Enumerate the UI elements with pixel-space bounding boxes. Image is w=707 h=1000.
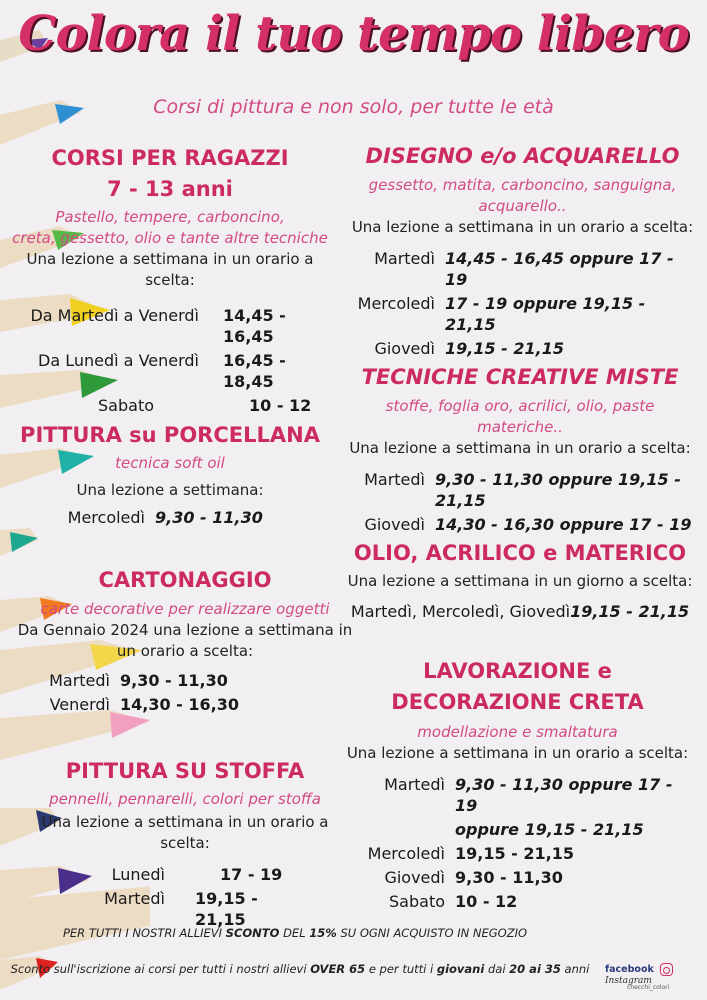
- schedule-time: 17 - 19: [220, 865, 283, 884]
- section-note: Una lezione a settimana in un giorno a scelta:: [347, 572, 693, 590]
- schedule-day: Mercoledì: [357, 294, 435, 313]
- section-creta: [345, 656, 690, 912]
- schedule-time: 17 - 19 oppure 19,15 - 21,15: [445, 294, 646, 334]
- section-heading: CORSI PER RAGAZZI: [51, 146, 289, 170]
- schedule-day: Martedì: [374, 249, 435, 268]
- section-heading: DISEGNO e/o ACQUARELLO: [365, 144, 680, 168]
- section-note: Una lezione a settimana in un orario a scelta:: [351, 218, 694, 236]
- section-cartonaggio: [15, 565, 355, 715]
- social-handle: checchi_colori: [627, 984, 670, 991]
- section-heading: TECNICHE CREATIVE MISTE: [361, 365, 679, 389]
- schedule-day: Mercoledì: [367, 844, 445, 863]
- pencil-teal2-icon: [0, 528, 38, 556]
- section-description: Pastello, tempere, carboncino,: [55, 208, 285, 226]
- section-ragazzi: [0, 143, 340, 416]
- section-description: stoffe, foglia oro, acrilici, olio, paste materiche..: [385, 397, 655, 436]
- pencil-pink-icon: [0, 710, 150, 760]
- schedule-day: Giovedì: [384, 868, 445, 887]
- schedule-time: 19,15 - 21,15: [195, 889, 258, 929]
- section-description: creta, gessetto, olio e tante altre tecniche: [12, 229, 328, 247]
- schedule-day: Da Lunedì a Venerdì: [38, 351, 199, 370]
- schedule-time: 10 - 12: [249, 396, 312, 415]
- schedule-time: 14,45 - 16,45 oppure 17 - 19: [445, 249, 674, 289]
- section-porcellana: [15, 420, 325, 528]
- schedule-day: Sabato: [389, 892, 445, 911]
- section-heading: PITTURA su PORCELLANA: [20, 423, 320, 447]
- page-title: Colora il tuo tempo libero: [18, 6, 689, 62]
- section-note: Una lezione a settimana:: [76, 481, 264, 499]
- schedule-time: 14,45 - 16,45: [223, 306, 286, 346]
- schedule-time: 10 - 12: [455, 892, 518, 911]
- schedule-time: 14,30 - 16,30: [120, 695, 239, 714]
- schedule-time: 19,15 - 21,15: [445, 339, 564, 358]
- schedule-time: 9,30 - 11,30: [455, 868, 563, 887]
- facebook-link[interactable]: facebook: [605, 964, 654, 975]
- section-note: Una lezione a settimana in un orario a scelta:: [346, 744, 689, 762]
- section-stoffa: [15, 756, 355, 930]
- section-heading: PITTURA SU STOFFA: [65, 759, 305, 783]
- section-disegno: [350, 141, 695, 359]
- schedule-day: Giovedì: [364, 515, 425, 534]
- schedule-time: 19,15 - 21,15: [455, 844, 574, 863]
- section-note: un orario a scelta:: [116, 642, 254, 660]
- schedule-time: oppure 19,15 - 21,15: [455, 820, 644, 839]
- section-heading: LAVORAZIONE e: [423, 659, 612, 683]
- schedule-time: 19,15 - 21,15: [570, 602, 690, 621]
- schedule-time: 16,45 - 18,45: [223, 351, 286, 391]
- section-note: Una lezione a settimana in un orario a scelta:: [349, 439, 691, 457]
- section-olio: [345, 538, 695, 621]
- section-description: tecnica soft oil: [115, 454, 225, 472]
- section-description: modellazione e smaltatura: [417, 723, 618, 741]
- section-description: gessetto, matita, carboncino, sanguigna,: [368, 176, 677, 194]
- schedule-time: 9,30 - 11,30 oppure 17 - 19: [455, 775, 673, 815]
- section-heading: OLIO, ACRILICO e MATERICO: [353, 541, 687, 565]
- instagram-icon: [660, 963, 673, 976]
- section-description: pennelli, pennarelli, colori per stoffa: [49, 790, 321, 808]
- social-links: [605, 963, 707, 986]
- schedule-time: 9,30 - 11,30: [120, 671, 228, 690]
- section-heading: DECORAZIONE CRETA: [391, 690, 644, 714]
- section-note: Una lezione a settimana in un orario a scelta:: [26, 250, 314, 289]
- schedule-day: Martedì: [49, 671, 110, 690]
- section-description: carte decorative per realizzare oggetti: [40, 600, 330, 618]
- schedule-day: Giovedì: [374, 339, 435, 358]
- schedule-day: Venerdì: [49, 695, 110, 714]
- section-note: Una lezione a settimana in un orario a scelta:: [41, 813, 329, 852]
- schedule-day: Mercoledì: [67, 508, 145, 527]
- schedule-day: Martedì: [364, 470, 425, 489]
- section-heading: CARTONAGGIO: [98, 568, 272, 592]
- footer-enrollment-line: Sconto sull'iscrizione ai corsi per tutti i nostri allievi OVER 65 e per tutti i giovani dai 20 ai 35 anni: [10, 962, 590, 976]
- section-heading-age: 7 - 13 anni: [107, 177, 233, 201]
- instagram-link[interactable]: Instagram: [605, 976, 652, 986]
- schedule-day: Sabato: [98, 396, 154, 415]
- schedule-day: Martedì: [104, 889, 165, 908]
- schedule-day: Da Martedì a Venerdì: [30, 306, 199, 325]
- schedule-time: 9,30 - 11,30: [155, 508, 263, 527]
- footer-discount-line: PER TUTTI I NOSTRI ALLIEVI SCONTO DEL 15% SU OGNI ACQUISTO IN NEGOZIO: [62, 926, 528, 940]
- page-subtitle: Corsi di pittura e non solo, per tutte le età: [153, 96, 554, 118]
- section-tecniche: [345, 362, 695, 535]
- schedule-day: Martedì, Mercoledì, Giovedì: [350, 602, 571, 621]
- schedule-day: Lunedì: [111, 865, 165, 884]
- schedule-time: 9,30 - 11,30 oppure 19,15 - 21,15: [435, 470, 681, 510]
- schedule-time: 14,30 - 16,30 oppure 17 - 19: [435, 515, 692, 534]
- section-note: Da Gennaio 2024 una lezione a settimana in: [17, 621, 353, 639]
- schedule-day: Martedì: [384, 775, 445, 794]
- section-description: acquarello..: [478, 197, 567, 215]
